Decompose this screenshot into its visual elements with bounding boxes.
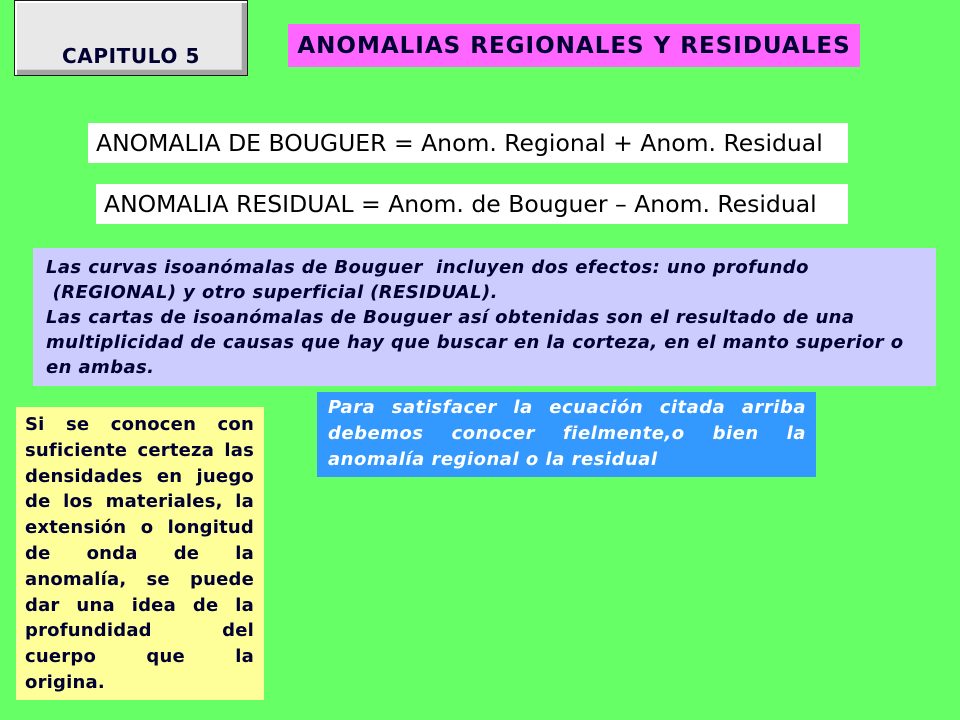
yellow-note-line: origina. (25, 671, 105, 693)
chapter-label: CAPITULO 5 (61, 44, 201, 68)
blue-note-line: Para satisfacer la ecuación citada arriba (328, 397, 806, 418)
title-box (288, 24, 860, 67)
yellow-note-line: densidades en juego (25, 465, 254, 487)
blue-note-line: debemos conocer fielmente,o bien la (328, 423, 806, 444)
yellow-note-line: extensión o longitud (25, 517, 254, 539)
explanation-line: (REGIONAL) y otro superficial (RESIDUAL). (46, 282, 498, 303)
yellow-note-line: Si se conocen con (25, 414, 254, 435)
explanation-line: multiplicidad de causas que hay que buscar en la corteza, en el manto superior o (46, 332, 904, 353)
yellow-note-line: cuerpo que la (25, 646, 254, 668)
equation-residual: ANOMALIA RESIDUAL = Anom. de Bouguer – Anom. Residual (104, 190, 817, 218)
yellow-note-line: anomalía, se puede (25, 568, 254, 590)
blue-note-box (317, 392, 816, 477)
yellow-note-line: suficiente certeza las (25, 439, 254, 461)
equation-bouguer: ANOMALIA DE BOUGUER = Anom. Regional + Anom. Residual (96, 129, 823, 157)
explanation-box (33, 248, 936, 386)
slide-title: ANOMALIAS REGIONALES Y RESIDUALES (297, 32, 851, 59)
blue-note-line: anomalía regional o la residual (328, 449, 658, 470)
yellow-note-line: dar una idea de la (25, 594, 254, 616)
yellow-note-line: de los materiales, la (25, 491, 254, 513)
explanation-line: Las cartas de isoanómalas de Bouguer así obtenidas son el resultado de una (46, 307, 855, 328)
yellow-note-box (16, 407, 264, 700)
yellow-note-line: de onda de la (25, 542, 254, 564)
yellow-note-line: profundidad del (25, 620, 254, 642)
equation-box-bouguer (88, 123, 848, 163)
explanation-line: Las curvas isoanómalas de Bouguer incluyen dos efectos: uno profundo (46, 257, 809, 278)
chapter-label-box (14, 0, 248, 76)
explanation-line: en ambas. (46, 357, 155, 378)
equation-box-residual (96, 184, 848, 224)
